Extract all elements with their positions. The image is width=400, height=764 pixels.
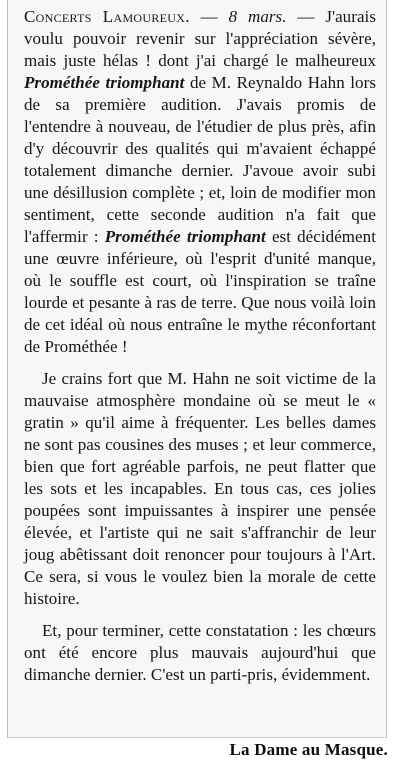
work-title: Prométhée triomphant	[24, 73, 185, 92]
author-signature: La Dame au Masque.	[229, 740, 388, 759]
article-date: 8 mars.	[228, 7, 287, 26]
dash-separator: —	[297, 7, 326, 26]
work-title-repeat: Prométhée triomphant	[104, 227, 266, 246]
article-paragraph-1	[24, 6, 376, 358]
paragraph-1-text-b: de M. Reynaldo Hahn lors de sa première audition. J'avais promis de l'entendre à nouveau, de l'étudier de plus près, afin d'y découvrir des qualités qui m'avaient échappé totalement dimanche dernier. J'avoue avoir subi une désillusion complète ; et, loin de modifier mon sentiment, cette seconde audition n'a fait que l'affermir :	[24, 73, 376, 246]
dash-separator: —	[200, 7, 229, 26]
article-paragraph-3: Et, pour terminer, cette constatation : les chœurs ont été encore plus mauvais aujourd'hui que dimanche dernier. C'est un parti-pris, évidemment.	[24, 621, 376, 684]
article-paragraph-2: Je crains fort que M. Hahn ne soit victime de la mauvaise atmosphère mondaine où se meut le « gratin » qu'il aime à fréquenter. Les belles dames ne sont pas cousines des muses ; et leur commerce, bien que fort agréable parfois, ne peut flatter que les sots et les incapables. En tous cas, ces jolies poupées sont impuissantes à inspirer une pensée élevée, et l'artiste qui ne sait s'affranchir de leur joug abêtissant doit renoncer pour toujours à l'Art. Ce sera, si vous le voulez bien la morale de cette histoire.	[24, 369, 376, 608]
article-heading: Concerts Lamoureux.	[24, 7, 190, 26]
paragraph-1-text-c: est décidément une œuvre inférieure, où l'esprit d'unité manque, où le souffle est court, où l'inspiration se traîne lourde et pesante à ras de terre. Que nous voilà loin de cet idéal où nous entraîne le mythe réconfortant de Prométhée !	[24, 227, 376, 356]
paragraph-1-text-a: J'aurais voulu pouvoir revenir sur l'appréciation sévère, mais juste hélas ! dont j'ai chargé le malheureux	[24, 7, 376, 70]
newspaper-clipping	[7, 0, 387, 738]
